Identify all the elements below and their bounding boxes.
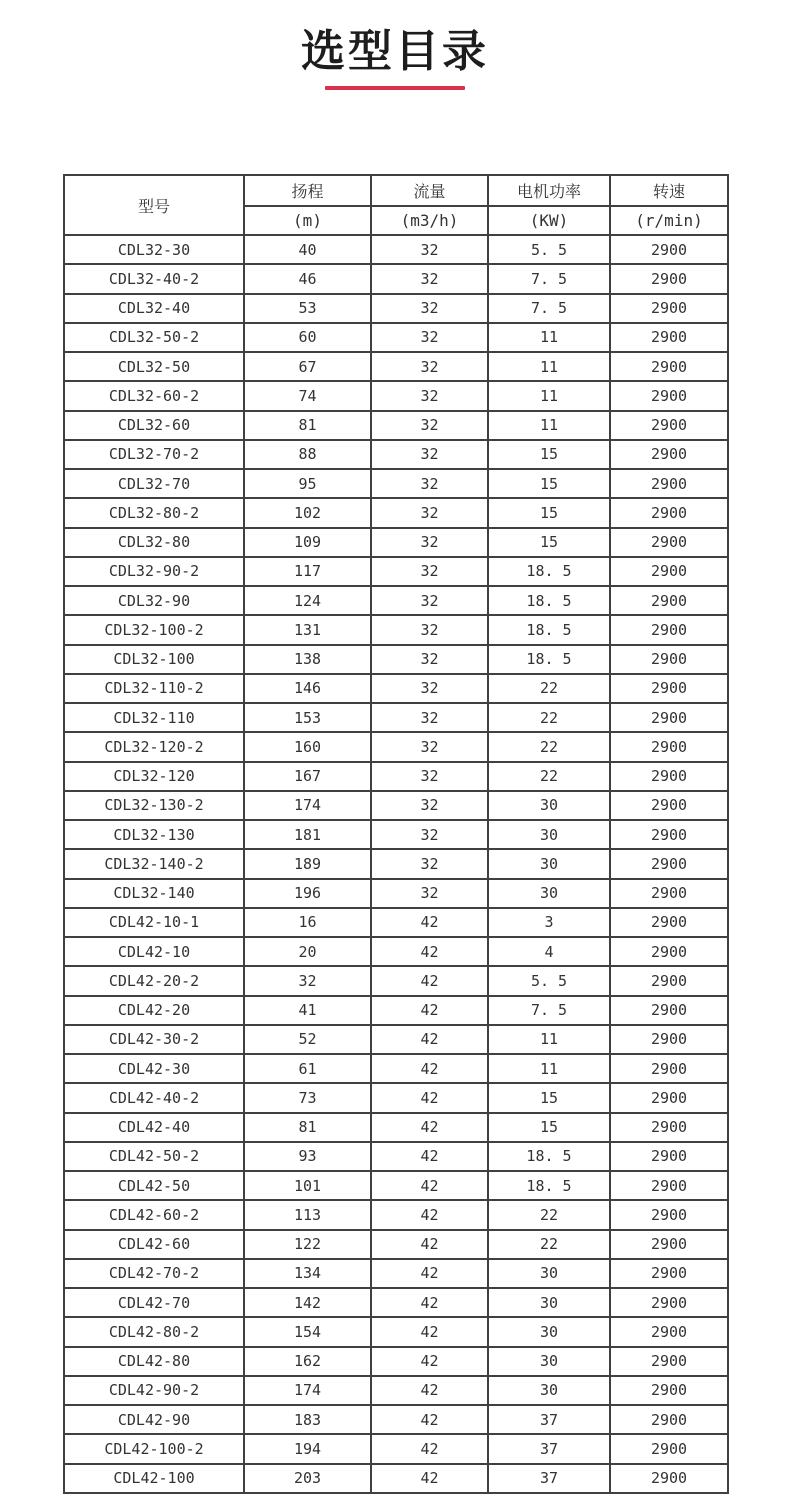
table-row (64, 849, 728, 878)
cell-flow: 42 (371, 1464, 488, 1493)
cell-power: 11 (488, 1025, 610, 1054)
cell-model: CDL32-50-2 (64, 323, 244, 352)
table-row (64, 1288, 728, 1317)
cell-power: 15 (488, 1113, 610, 1142)
cell-speed: 2900 (610, 528, 728, 557)
cell-model: CDL32-100-2 (64, 615, 244, 644)
cell-power: 22 (488, 703, 610, 732)
cell-speed: 2900 (610, 674, 728, 703)
cell-model: CDL42-80 (64, 1347, 244, 1376)
table-row (64, 1376, 728, 1405)
col-header-power: 电机功率 (488, 175, 610, 206)
cell-model: CDL42-90-2 (64, 1376, 244, 1405)
table-row (64, 323, 728, 352)
cell-power: 15 (488, 498, 610, 527)
cell-speed: 2900 (610, 440, 728, 469)
cell-head: 124 (244, 586, 371, 615)
cell-speed: 2900 (610, 294, 728, 323)
cell-head: 167 (244, 762, 371, 791)
cell-head: 134 (244, 1259, 371, 1288)
table-row (64, 1259, 728, 1288)
cell-power: 37 (488, 1405, 610, 1434)
page-title: 选型目录 (301, 26, 489, 77)
cell-power: 15 (488, 528, 610, 557)
cell-speed: 2900 (610, 820, 728, 849)
cell-head: 101 (244, 1171, 371, 1200)
cell-head: 74 (244, 381, 371, 410)
table-row (64, 1230, 728, 1259)
col-header-speed: 转速 (610, 175, 728, 206)
cell-head: 160 (244, 732, 371, 761)
col-header-head: 扬程 (244, 175, 371, 206)
cell-flow: 32 (371, 791, 488, 820)
table-row (64, 762, 728, 791)
cell-speed: 2900 (610, 1142, 728, 1171)
cell-speed: 2900 (610, 264, 728, 293)
cell-speed: 2900 (610, 1054, 728, 1083)
cell-speed: 2900 (610, 1259, 728, 1288)
cell-model: CDL42-60 (64, 1230, 244, 1259)
cell-speed: 2900 (610, 381, 728, 410)
cell-flow: 42 (371, 1405, 488, 1434)
cell-speed: 2900 (610, 1171, 728, 1200)
cell-speed: 2900 (610, 1347, 728, 1376)
cell-power: 30 (488, 879, 610, 908)
cell-speed: 2900 (610, 1376, 728, 1405)
cell-power: 30 (488, 1317, 610, 1346)
cell-speed: 2900 (610, 411, 728, 440)
cell-flow: 32 (371, 703, 488, 732)
table-row (64, 791, 728, 820)
col-unit-speed: (r/min) (610, 206, 728, 235)
cell-head: 32 (244, 966, 371, 995)
cell-head: 194 (244, 1434, 371, 1463)
cell-speed: 2900 (610, 1025, 728, 1054)
cell-flow: 42 (371, 1200, 488, 1229)
cell-head: 52 (244, 1025, 371, 1054)
table-row (64, 1054, 728, 1083)
cell-flow: 42 (371, 1113, 488, 1142)
cell-flow: 32 (371, 264, 488, 293)
cell-model: CDL32-40-2 (64, 264, 244, 293)
header-row-labels (64, 175, 728, 206)
cell-speed: 2900 (610, 615, 728, 644)
cell-model: CDL42-50-2 (64, 1142, 244, 1171)
cell-speed: 2900 (610, 879, 728, 908)
cell-flow: 32 (371, 732, 488, 761)
cell-model: CDL42-40 (64, 1113, 244, 1142)
cell-model: CDL32-80 (64, 528, 244, 557)
cell-head: 81 (244, 1113, 371, 1142)
cell-model: CDL32-50 (64, 352, 244, 381)
cell-flow: 32 (371, 820, 488, 849)
cell-head: 73 (244, 1083, 371, 1112)
table-row (64, 498, 728, 527)
cell-flow: 32 (371, 352, 488, 381)
cell-speed: 2900 (610, 323, 728, 352)
cell-speed: 2900 (610, 352, 728, 381)
cell-speed: 2900 (610, 996, 728, 1025)
cell-flow: 32 (371, 557, 488, 586)
cell-model: CDL42-80-2 (64, 1317, 244, 1346)
cell-model: CDL42-100-2 (64, 1434, 244, 1463)
cell-head: 88 (244, 440, 371, 469)
cell-speed: 2900 (610, 791, 728, 820)
cell-flow: 32 (371, 440, 488, 469)
cell-head: 93 (244, 1142, 371, 1171)
cell-flow: 32 (371, 615, 488, 644)
cell-flow: 32 (371, 849, 488, 878)
table-row (64, 937, 728, 966)
cell-head: 174 (244, 1376, 371, 1405)
table-body (64, 235, 728, 1493)
cell-speed: 2900 (610, 1464, 728, 1493)
cell-power: 7. 5 (488, 264, 610, 293)
cell-power: 11 (488, 411, 610, 440)
cell-model: CDL32-80-2 (64, 498, 244, 527)
cell-flow: 32 (371, 762, 488, 791)
cell-power: 22 (488, 732, 610, 761)
table-row (64, 440, 728, 469)
cell-power: 11 (488, 1054, 610, 1083)
cell-flow: 42 (371, 1317, 488, 1346)
cell-head: 61 (244, 1054, 371, 1083)
cell-power: 15 (488, 1083, 610, 1112)
cell-power: 18. 5 (488, 615, 610, 644)
cell-flow: 32 (371, 879, 488, 908)
cell-speed: 2900 (610, 469, 728, 498)
table-row (64, 615, 728, 644)
cell-flow: 42 (371, 1230, 488, 1259)
table-row (64, 264, 728, 293)
cell-speed: 2900 (610, 703, 728, 732)
cell-head: 60 (244, 323, 371, 352)
cell-head: 146 (244, 674, 371, 703)
cell-model: CDL32-130-2 (64, 791, 244, 820)
cell-model: CDL42-20-2 (64, 966, 244, 995)
cell-model: CDL32-60 (64, 411, 244, 440)
cell-head: 154 (244, 1317, 371, 1346)
cell-power: 18. 5 (488, 1171, 610, 1200)
cell-power: 30 (488, 1259, 610, 1288)
cell-flow: 42 (371, 1025, 488, 1054)
cell-flow: 42 (371, 1171, 488, 1200)
cell-model: CDL42-70 (64, 1288, 244, 1317)
cell-model: CDL42-30 (64, 1054, 244, 1083)
table-row (64, 674, 728, 703)
cell-head: 203 (244, 1464, 371, 1493)
cell-power: 30 (488, 791, 610, 820)
table-row (64, 966, 728, 995)
cell-head: 40 (244, 235, 371, 264)
cell-power: 37 (488, 1464, 610, 1493)
cell-power: 5. 5 (488, 966, 610, 995)
cell-power: 4 (488, 937, 610, 966)
table-row (64, 1113, 728, 1142)
cell-speed: 2900 (610, 849, 728, 878)
cell-power: 22 (488, 1230, 610, 1259)
cell-speed: 2900 (610, 557, 728, 586)
cell-flow: 32 (371, 528, 488, 557)
cell-model: CDL32-70 (64, 469, 244, 498)
cell-flow: 42 (371, 1054, 488, 1083)
cell-model: CDL32-30 (64, 235, 244, 264)
cell-head: 41 (244, 996, 371, 1025)
cell-power: 22 (488, 762, 610, 791)
cell-model: CDL32-60-2 (64, 381, 244, 410)
table-row (64, 411, 728, 440)
cell-model: CDL42-10-1 (64, 908, 244, 937)
title-underline (325, 86, 465, 90)
table-row (64, 645, 728, 674)
table-row (64, 879, 728, 908)
cell-head: 181 (244, 820, 371, 849)
cell-model: CDL32-70-2 (64, 440, 244, 469)
cell-model: CDL32-120-2 (64, 732, 244, 761)
cell-power: 11 (488, 352, 610, 381)
cell-model: CDL42-90 (64, 1405, 244, 1434)
cell-model: CDL32-140 (64, 879, 244, 908)
table-row (64, 1083, 728, 1112)
cell-model: CDL42-70-2 (64, 1259, 244, 1288)
cell-power: 22 (488, 1200, 610, 1229)
cell-power: 30 (488, 1376, 610, 1405)
cell-speed: 2900 (610, 908, 728, 937)
cell-speed: 2900 (610, 1288, 728, 1317)
cell-head: 174 (244, 791, 371, 820)
cell-model: CDL32-110-2 (64, 674, 244, 703)
table-row (64, 352, 728, 381)
cell-flow: 32 (371, 294, 488, 323)
cell-flow: 42 (371, 1376, 488, 1405)
col-unit-head: (m) (244, 206, 371, 235)
col-unit-flow: (m3/h) (371, 206, 488, 235)
cell-head: 102 (244, 498, 371, 527)
cell-power: 7. 5 (488, 294, 610, 323)
cell-flow: 42 (371, 1434, 488, 1463)
col-header-flow: 流量 (371, 175, 488, 206)
cell-power: 15 (488, 440, 610, 469)
cell-head: 122 (244, 1230, 371, 1259)
cell-power: 30 (488, 1347, 610, 1376)
cell-flow: 42 (371, 1142, 488, 1171)
cell-head: 109 (244, 528, 371, 557)
cell-power: 30 (488, 849, 610, 878)
cell-flow: 32 (371, 411, 488, 440)
table-row (64, 1025, 728, 1054)
cell-model: CDL32-100 (64, 645, 244, 674)
cell-speed: 2900 (610, 1405, 728, 1434)
cell-power: 18. 5 (488, 586, 610, 615)
table-row (64, 235, 728, 264)
cell-head: 81 (244, 411, 371, 440)
table-row (64, 557, 728, 586)
table-row (64, 586, 728, 615)
cell-flow: 42 (371, 1347, 488, 1376)
cell-flow: 32 (371, 586, 488, 615)
table-row (64, 703, 728, 732)
table-row (64, 1464, 728, 1493)
cell-flow: 32 (371, 323, 488, 352)
cell-power: 18. 5 (488, 1142, 610, 1171)
cell-head: 95 (244, 469, 371, 498)
cell-model: CDL32-90 (64, 586, 244, 615)
cell-speed: 2900 (610, 1230, 728, 1259)
cell-head: 142 (244, 1288, 371, 1317)
cell-model: CDL32-40 (64, 294, 244, 323)
cell-flow: 42 (371, 1259, 488, 1288)
cell-model: CDL42-20 (64, 996, 244, 1025)
table-row (64, 908, 728, 937)
cell-model: CDL32-90-2 (64, 557, 244, 586)
cell-model: CDL42-50 (64, 1171, 244, 1200)
table-row (64, 1171, 728, 1200)
cell-speed: 2900 (610, 498, 728, 527)
cell-power: 7. 5 (488, 996, 610, 1025)
cell-flow: 42 (371, 966, 488, 995)
cell-head: 153 (244, 703, 371, 732)
cell-speed: 2900 (610, 235, 728, 264)
cell-power: 3 (488, 908, 610, 937)
cell-head: 138 (244, 645, 371, 674)
cell-model: CDL32-140-2 (64, 849, 244, 878)
cell-flow: 32 (371, 674, 488, 703)
cell-speed: 2900 (610, 966, 728, 995)
cell-head: 183 (244, 1405, 371, 1434)
table-row (64, 1434, 728, 1463)
cell-flow: 32 (371, 469, 488, 498)
cell-flow: 42 (371, 908, 488, 937)
cell-model: CDL42-60-2 (64, 1200, 244, 1229)
cell-model: CDL42-30-2 (64, 1025, 244, 1054)
cell-speed: 2900 (610, 937, 728, 966)
table-header (64, 175, 728, 235)
table-row (64, 1317, 728, 1346)
cell-head: 131 (244, 615, 371, 644)
table-row (64, 294, 728, 323)
cell-model: CDL42-10 (64, 937, 244, 966)
cell-power: 18. 5 (488, 645, 610, 674)
cell-head: 16 (244, 908, 371, 937)
table-row (64, 469, 728, 498)
cell-head: 46 (244, 264, 371, 293)
cell-model: CDL42-40-2 (64, 1083, 244, 1112)
cell-flow: 32 (371, 235, 488, 264)
cell-model: CDL42-100 (64, 1464, 244, 1493)
cell-flow: 42 (371, 996, 488, 1025)
cell-head: 189 (244, 849, 371, 878)
cell-flow: 32 (371, 498, 488, 527)
cell-power: 37 (488, 1434, 610, 1463)
cell-model: CDL32-130 (64, 820, 244, 849)
selection-table-container (63, 174, 727, 1494)
cell-speed: 2900 (610, 762, 728, 791)
cell-power: 11 (488, 381, 610, 410)
table-row (64, 732, 728, 761)
cell-flow: 42 (371, 1083, 488, 1112)
cell-power: 30 (488, 820, 610, 849)
cell-power: 22 (488, 674, 610, 703)
cell-head: 67 (244, 352, 371, 381)
cell-speed: 2900 (610, 586, 728, 615)
col-unit-power: (KW) (488, 206, 610, 235)
cell-speed: 2900 (610, 1434, 728, 1463)
cell-flow: 42 (371, 1288, 488, 1317)
cell-power: 30 (488, 1288, 610, 1317)
cell-flow: 32 (371, 381, 488, 410)
cell-speed: 2900 (610, 1317, 728, 1346)
cell-head: 113 (244, 1200, 371, 1229)
table-row (64, 528, 728, 557)
cell-flow: 42 (371, 937, 488, 966)
cell-head: 117 (244, 557, 371, 586)
table-row (64, 996, 728, 1025)
cell-power: 5. 5 (488, 235, 610, 264)
cell-speed: 2900 (610, 1113, 728, 1142)
cell-speed: 2900 (610, 645, 728, 674)
table-row (64, 820, 728, 849)
cell-power: 15 (488, 469, 610, 498)
table-row (64, 1142, 728, 1171)
cell-power: 11 (488, 323, 610, 352)
cell-head: 53 (244, 294, 371, 323)
col-header-model: 型号 (64, 175, 244, 235)
cell-speed: 2900 (610, 1083, 728, 1112)
table-row (64, 1405, 728, 1434)
cell-head: 196 (244, 879, 371, 908)
table-row (64, 1347, 728, 1376)
table-row (64, 1200, 728, 1229)
table-row (64, 381, 728, 410)
cell-model: CDL32-120 (64, 762, 244, 791)
selection-table (63, 174, 729, 1494)
cell-speed: 2900 (610, 732, 728, 761)
cell-speed: 2900 (610, 1200, 728, 1229)
cell-head: 20 (244, 937, 371, 966)
cell-head: 162 (244, 1347, 371, 1376)
cell-model: CDL32-110 (64, 703, 244, 732)
cell-power: 18. 5 (488, 557, 610, 586)
cell-flow: 32 (371, 645, 488, 674)
